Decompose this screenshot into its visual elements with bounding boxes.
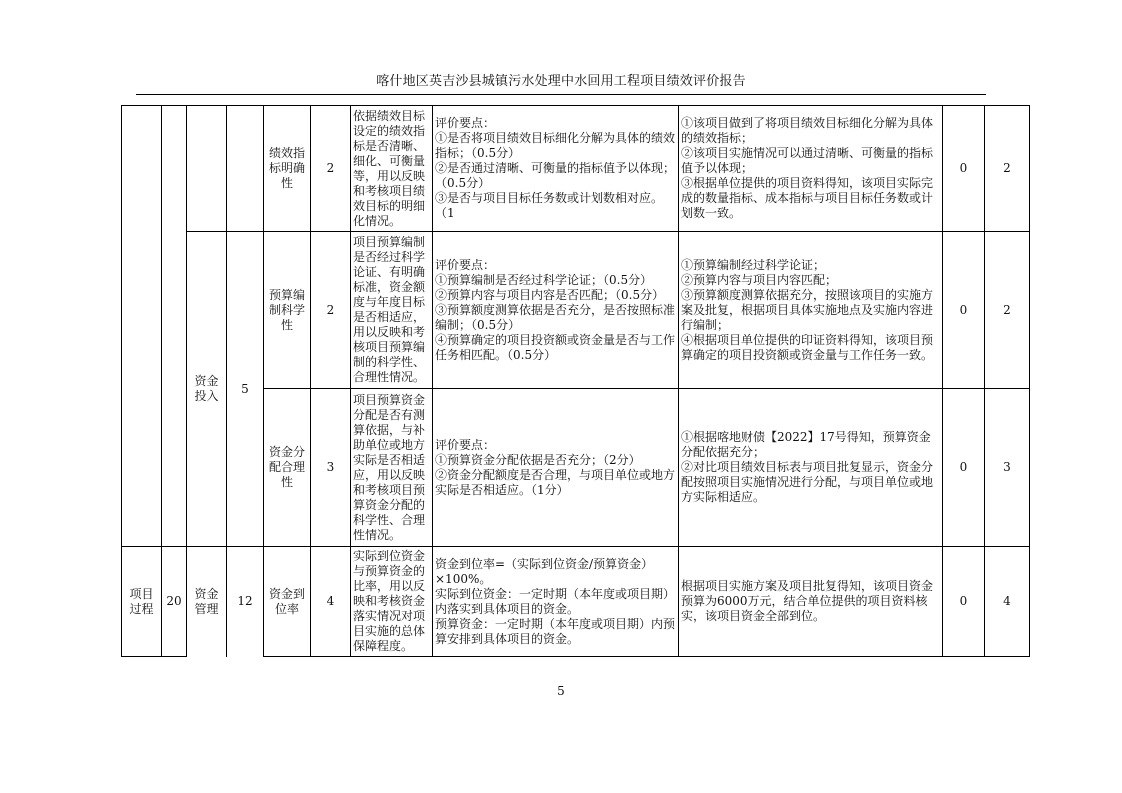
score-value: 3 bbox=[985, 389, 1030, 547]
evaluation-analysis: ①根据喀地财债【2022】17号得知，预算资金分配依据充分； ②对比项目绩效目标表与项目批复显示，资金分配按照项目实施情况进行分配，与项目单位或地方实际相适应。 bbox=[679, 389, 943, 547]
indicator-definition: 项目预算编制是否经过科学论证、有明确标准，资金额度与年度目标是否相适应，用以反映和考核项目预算编制的科学性、合理性情况。 bbox=[351, 232, 433, 389]
table-row bbox=[122, 232, 1030, 389]
score-value: 2 bbox=[985, 232, 1030, 389]
evaluation-criteria: 评价要点： ①预算编制是否经过科学论证；（0.5分） ②预算内容与项目内容是否匹配；（0.5分） ③预算额度测算依据是否充分，是否按照标准编制；（0.5分） ④预算确定的项目投资额或资金量是否与工作任务相匹配。（0.5分） bbox=[433, 232, 679, 389]
score-value: 2 bbox=[985, 106, 1030, 232]
level2-name: 资金管理 bbox=[187, 547, 227, 657]
level1-name: 项目过程 bbox=[122, 547, 162, 657]
page-header-title: 喀什地区英吉沙县城镇污水处理中水回用工程项目绩效评价报告 bbox=[376, 74, 746, 89]
score-value: 4 bbox=[985, 547, 1030, 657]
deduction-value: 0 bbox=[943, 547, 985, 657]
page-number: 5 bbox=[557, 684, 565, 698]
level2-weight-cell-empty bbox=[227, 106, 264, 232]
level1-weight: 20 bbox=[162, 547, 187, 657]
evaluation-analysis: 根据项目实施方案及项目批复得知，该项目资金预算为6000万元，结合单位提供的项目资料核实，该项目资金全部到位。 bbox=[679, 547, 943, 657]
level1-weight-cell-empty bbox=[162, 106, 187, 547]
indicator-weight: 4 bbox=[311, 547, 351, 657]
header-divider bbox=[136, 94, 986, 95]
indicator-name: 资金到位率 bbox=[264, 547, 311, 657]
indicator-name: 预算编制科学性 bbox=[264, 232, 311, 389]
level2-cell-empty bbox=[187, 106, 227, 232]
level1-cell-empty bbox=[122, 106, 162, 547]
evaluation-criteria: 资金到位率=（实际到位资金/预算资金）×100%。 实际到位资金：一定时期（本年度或项目期）内落实到具体项目的资金。 预算资金：一定时期（本年度或项目期）内预算安排到具体项目的资金。 bbox=[433, 547, 679, 657]
level2-name: 资金投入 bbox=[187, 232, 227, 547]
indicator-definition: 实际到位资金与预算资金的比率，用以反映和考核资金落实情况对项目实施的总体保障程度。 bbox=[351, 547, 433, 657]
level2-weight: 12 bbox=[227, 547, 264, 657]
deduction-value: 0 bbox=[943, 389, 985, 547]
table-row bbox=[122, 106, 1030, 232]
level2-weight: 5 bbox=[227, 232, 264, 547]
evaluation-analysis: ①预算编制经过科学论证； ②预算内容与项目内容匹配； ③预算额度测算依据充分，按照该项目的实施方案及批复，根据项目具体实施地点及实施内容进行编制； ④根据项目单位提供的印证资料得知，该项目预算确定的项目投资额或资金量与工作任务一致。 bbox=[679, 232, 943, 389]
deduction-value: 0 bbox=[943, 106, 985, 232]
evaluation-table bbox=[121, 105, 1030, 657]
indicator-weight: 2 bbox=[311, 106, 351, 232]
evaluation-criteria: 评价要点： ①是否将项目绩效目标细化分解为具体的绩效指标；（0.5分） ②是否通过清晰、可衡量的指标值予以体现；（0.5分） ③是否与项目目标任务数或计划数相对应。（1 bbox=[433, 106, 679, 232]
indicator-weight: 3 bbox=[311, 389, 351, 547]
table-row bbox=[122, 547, 1030, 657]
deduction-value: 0 bbox=[943, 232, 985, 389]
indicator-weight: 2 bbox=[311, 232, 351, 389]
evaluation-criteria: 评价要点： ①预算资金分配依据是否充分；（2分） ②资金分配额度是否合理，与项目单位或地方实际是否相适应。（1分） bbox=[433, 389, 679, 547]
indicator-definition: 项目预算资金分配是否有测算依据，与补助单位或地方实际是否相适应，用以反映和考核项目预算资金分配的科学性、合理性情况。 bbox=[351, 389, 433, 547]
indicator-name: 资金分配合理性 bbox=[264, 389, 311, 547]
indicator-name: 绩效指标明确性 bbox=[264, 106, 311, 232]
indicator-definition: 依据绩效目标设定的绩效指标是否清晰、细化、可衡量等，用以反映和考核项目绩效目标的明细化情况。 bbox=[351, 106, 433, 232]
evaluation-analysis: ①该项目做到了将项目绩效目标细化分解为具体的绩效指标； ②该项目实施情况可以通过清晰、可衡量的指标值予以体现； ③根据单位提供的项目资料得知，该项目实际完成的数量指标、成本指标与项目目标任务数或计划数一致。 bbox=[679, 106, 943, 232]
